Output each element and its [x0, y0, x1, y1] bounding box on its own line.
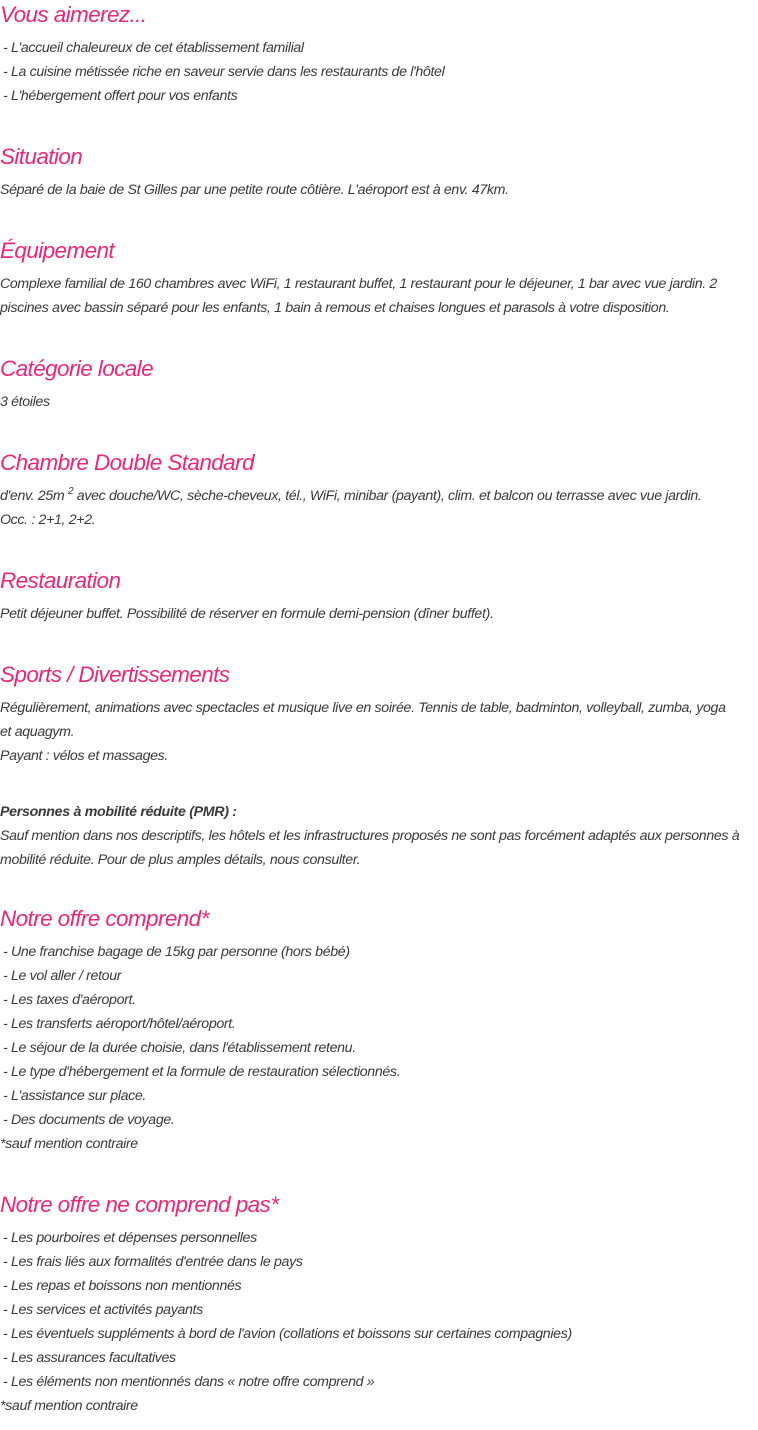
- section-situation: [0, 142, 758, 202]
- list-item: - Les frais liés aux formalités d'entrée dans le pays: [3, 1254, 303, 1270]
- section-title: Notre offre ne comprend pas*: [0, 1192, 279, 1217]
- chambre-details: avec douche/WC, sèche-cheveux, tél., WiFi, minibar (payant), clim. et balcon ou terrasse avec vue jardin.: [73, 488, 702, 504]
- list-item: - Le séjour de la durée choisie, dans l'établissement retenu.: [3, 1040, 356, 1056]
- section-title: Équipement: [0, 238, 115, 263]
- sports-payant: Payant : vélos et massages.: [0, 748, 168, 764]
- list-item: - Les services et activités payants: [3, 1302, 203, 1318]
- list-item: - Une franchise bagage de 15kg par personne (hors bébé): [3, 944, 350, 960]
- sports-text: Régulièrement, animations avec spectacles et musique live en soirée. Tennis de table, badminton, volleyball, zumba, yoga et aquagym.: [0, 700, 726, 740]
- pmr-title: Personnes à mobilité réduite (PMR) :: [0, 804, 237, 820]
- chambre-occupancy: Occ. : 2+1, 2+2.: [0, 512, 96, 528]
- section-offre-ne-comprend-pas: [0, 1190, 758, 1418]
- list-item: - L'assistance sur place.: [3, 1088, 146, 1104]
- list-item: - Les transferts aéroport/hôtel/aéroport.: [3, 1016, 236, 1032]
- list-item: - Le vol aller / retour: [3, 968, 122, 984]
- list-item: - Les taxes d'aéroport.: [3, 992, 136, 1008]
- list-item: - Les repas et boissons non mentionnés: [3, 1278, 242, 1294]
- section-title: Sports / Divertissements: [0, 662, 230, 687]
- restauration-text: Petit déjeuner buffet. Possibilité de réserver en formule demi-pension (dîner buffet).: [0, 606, 494, 622]
- chambre-text: [0, 484, 758, 508]
- section-title: Restauration: [0, 568, 121, 593]
- section-title: Vous aimerez...: [0, 2, 147, 27]
- section-title: Chambre Double Standard: [0, 450, 254, 475]
- section-title: Catégorie locale: [0, 356, 153, 381]
- list-item: - Les pourboires et dépenses personnelles: [3, 1230, 257, 1246]
- included-list: [0, 940, 758, 1132]
- chambre-size-exponent: 2: [68, 486, 74, 497]
- categorie-text: 3 étoiles: [0, 394, 50, 410]
- list-item: - Des documents de voyage.: [3, 1112, 175, 1128]
- section-vous-aimerez: [0, 0, 758, 108]
- section-title: Situation: [0, 144, 83, 169]
- list-item: - Le type d'hébergement et la formule de restauration sélectionnés.: [3, 1064, 401, 1080]
- list-item: - Les assurances facultatives: [3, 1350, 176, 1366]
- chambre-size: d'env. 25m: [0, 488, 65, 504]
- pmr-text: Sauf mention dans nos descriptifs, les hôtels et les infrastructures proposés ne sont pas forcément adaptés aux personnes à mobilité réduite. Pour de plus amples détails, nous consulter.: [0, 828, 740, 868]
- section-restauration: [0, 566, 758, 626]
- list-item: - L'hébergement offert pour vos enfants: [3, 88, 238, 104]
- list-item: - L'accueil chaleureux de cet établissement familial: [3, 40, 304, 56]
- section-equipement: [0, 236, 758, 320]
- equipement-text: Complexe familial de 160 chambres avec WiFi, 1 restaurant buffet, 1 restaurant pour le déjeuner, 1 bar avec vue jardin. 2 piscines avec bassin séparé pour les enfants, 1 bain à remous et chaises longues et parasols à votre disposition.: [0, 276, 717, 316]
- footnote: *sauf mention contraire: [0, 1398, 138, 1414]
- excluded-list: [0, 1226, 758, 1394]
- list-item: - Les éventuels suppléments à bord de l'avion (collations et boissons sur certaines compagnies): [3, 1326, 572, 1342]
- section-categorie: [0, 354, 758, 414]
- section-chambre: [0, 448, 758, 532]
- section-title: Notre offre comprend*: [0, 906, 209, 931]
- section-sports: [0, 660, 758, 768]
- section-offre-comprend: [0, 904, 758, 1156]
- situation-text: Séparé de la baie de St Gilles par une petite route côtière. L'aéroport est à env. 47km.: [0, 182, 509, 198]
- footnote: *sauf mention contraire: [0, 1136, 138, 1152]
- likes-list: [0, 36, 758, 108]
- section-pmr: [0, 800, 758, 872]
- list-item: - Les éléments non mentionnés dans « notre offre comprend »: [3, 1374, 375, 1390]
- list-item: - La cuisine métissée riche en saveur servie dans les restaurants de l'hôtel: [3, 64, 445, 80]
